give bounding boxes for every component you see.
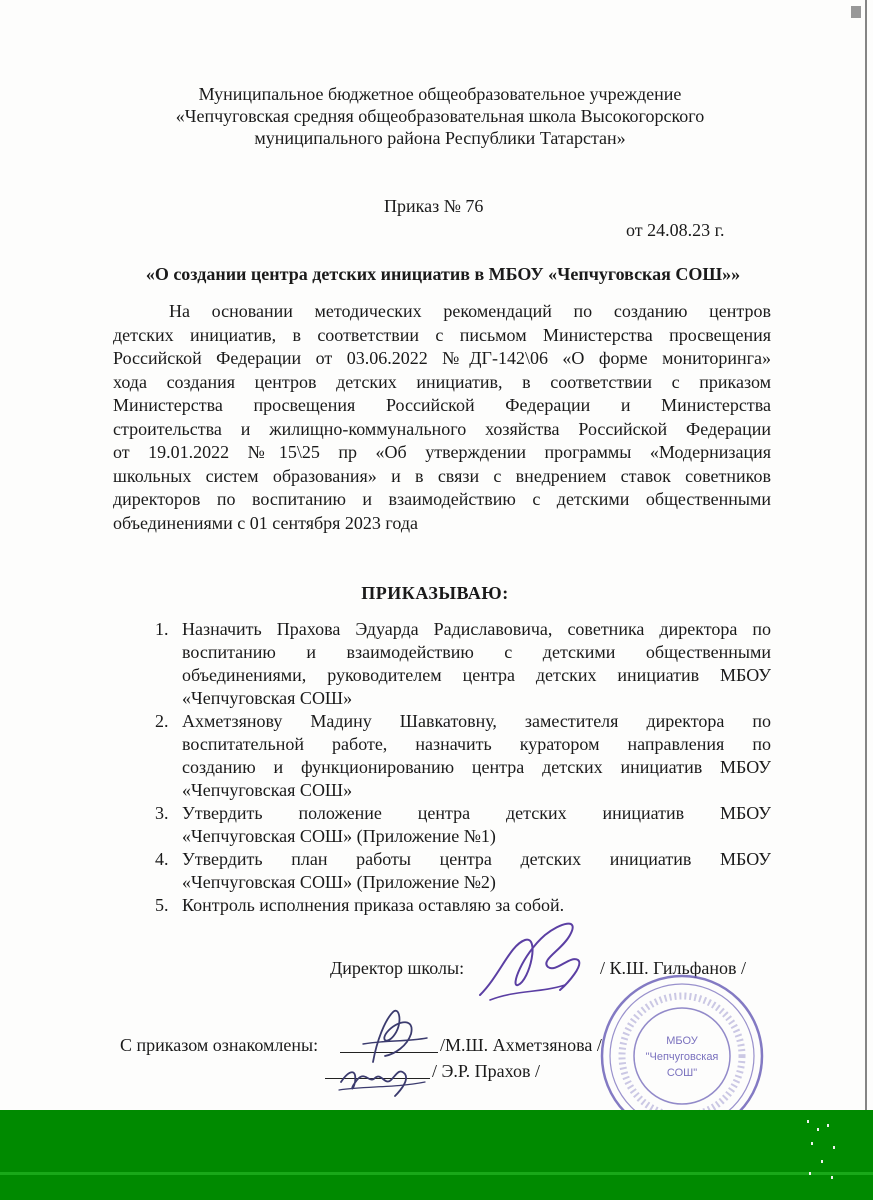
director-name: / К.Ш. Гильфанов /	[600, 958, 746, 978]
scan-mark	[851, 6, 861, 18]
order-item-number: 3.	[155, 803, 169, 823]
director-label: Директор школы:	[330, 958, 465, 978]
preamble-line: директоров по воспитанию и взаимодействию с детскими общественными	[113, 489, 771, 509]
scan-artifact-stripe	[0, 1172, 873, 1175]
preamble-line: объединениями с 01 сентября 2023 года	[113, 512, 418, 533]
order-item-line: воспитательной работе, назначить куратором направления по	[182, 734, 771, 754]
order-item-line: «Чепчуговская СОШ» (Приложение №2)	[182, 872, 496, 892]
order-item	[155, 894, 771, 917]
order-item-line: «Чепчуговская СОШ»	[182, 688, 353, 708]
order-item	[155, 618, 771, 710]
preamble-line: хода создания центров детских инициатив, в соответствии с приказом	[113, 371, 771, 392]
scan-artifact-band	[0, 1110, 873, 1200]
order-items-list	[155, 618, 771, 917]
order-item-number: 2.	[155, 711, 169, 731]
order-item-line: «Чепчуговская СОШ»	[182, 780, 353, 800]
order-item-line: «Чепчуговская СОШ» (Приложение №1)	[182, 826, 496, 846]
order-item-line: объединениями, руководителем центра детских инициатив МБОУ	[182, 665, 771, 685]
order-item-line: Назначить Прахова Эдуарда Радиславовича, советника директора по	[182, 619, 771, 639]
preamble-line: от 19.01.2022 №15\25 пр «Об утверждении программы «Модернизация	[113, 442, 771, 462]
order-item-line: воспитанию и взаимодействию с детскими общественными	[182, 642, 771, 662]
acknowledged-person-1: /М.Ш. Ахметзянова /	[440, 1035, 602, 1055]
order-item	[155, 848, 771, 894]
header-line-1: Муниципальное бюджетное общеобразовательное учреждение	[198, 84, 682, 104]
scan-noise	[803, 1116, 843, 1186]
stamp-line-1: МБОУ	[666, 1035, 698, 1047]
ack-signature-2	[335, 1060, 430, 1105]
preamble-text	[113, 300, 771, 535]
order-date: от 24.08.23 г.	[626, 220, 725, 240]
order-item	[155, 802, 771, 848]
institution-header	[80, 83, 800, 149]
decree-heading: ПРИКАЗЫВАЮ:	[361, 583, 509, 603]
order-item-number: 5.	[155, 895, 169, 915]
header-line-3: муниципального района Республики Татарстан»	[254, 128, 626, 148]
preamble-line: школьных систем образования» и в связи с внедрением ставок советников	[113, 465, 771, 486]
preamble-line: На основании методических рекомендаций по созданию центров	[169, 301, 771, 321]
ack-signature-1	[355, 1000, 435, 1068]
order-item-line: Утвердить положение центра детских инициатив МБОУ	[182, 803, 771, 823]
acknowledgement-label: С приказом ознакомлены:	[120, 1035, 319, 1055]
document-title: «О создании центра детских инициатив в МБОУ «Чепчуговская СОШ»»	[145, 264, 741, 284]
header-line-2: «Чепчуговская средняя общеобразовательная школа Высокогорского	[175, 106, 705, 126]
acknowledged-person-2: / Э.Р. Прахов /	[432, 1061, 540, 1081]
order-item-number: 4.	[155, 849, 169, 869]
order-item-line: Контроль исполнения приказа оставляю за собой.	[182, 895, 565, 915]
stamp-line-2: "Чепчуговская	[645, 1051, 719, 1063]
director-signature	[470, 905, 600, 1010]
order-number: Приказ № 76	[384, 196, 484, 216]
stamp-line-3: СОШ"	[666, 1067, 698, 1079]
order-item-line: созданию и функционированию центра детских инициатив МБОУ	[182, 757, 771, 777]
preamble-line: Министерства просвещения Российской Федерации и Министерства	[113, 395, 771, 415]
scan-edge	[865, 0, 867, 1110]
order-item-number: 1.	[155, 619, 169, 639]
preamble-line: детских инициатив, в соответствии с письмом Министерства просвещения	[113, 324, 771, 345]
preamble-line: строительства и жилищно-коммунального хозяйства Российской Федерации	[113, 418, 771, 439]
preamble-line: Российской Федерации от 03.06.2022 №ДГ-142\06 «О форме мониторинга»	[113, 348, 771, 368]
order-item-line: Утвердить план работы центра детских инициатив МБОУ	[182, 849, 771, 869]
order-item-line: Ахметзянову Мадину Шавкатовну, заместителя директора по	[182, 711, 771, 731]
order-item	[155, 710, 771, 802]
